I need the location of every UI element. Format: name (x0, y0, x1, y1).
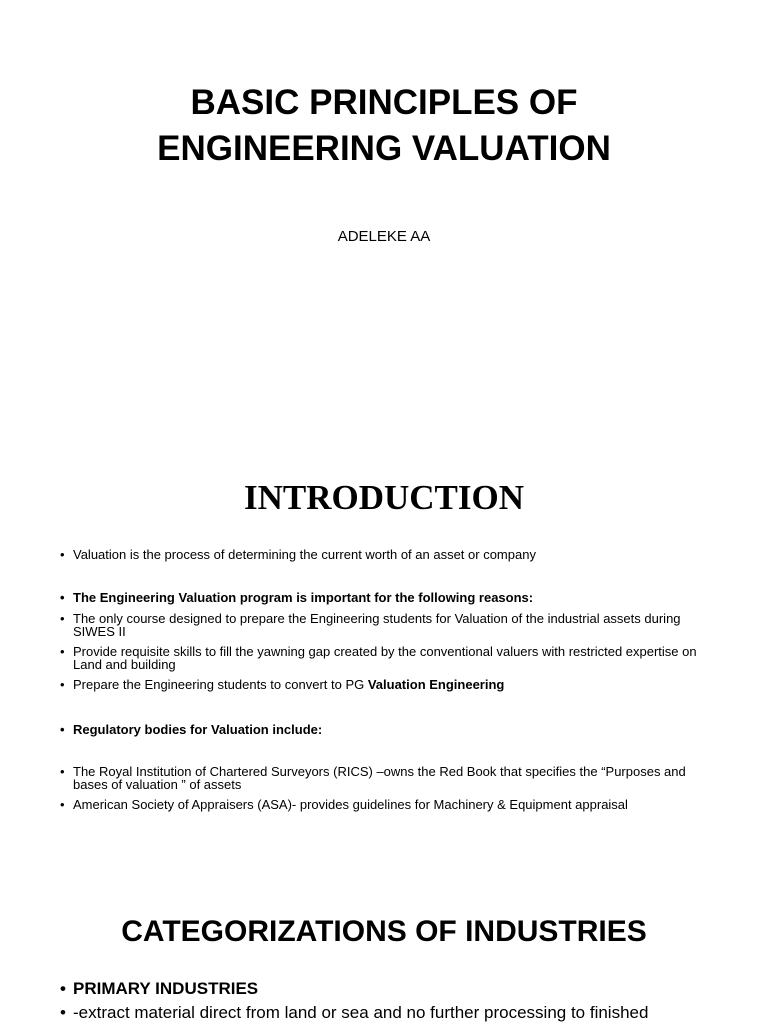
list-item: • PRIMARY INDUSTRIES (60, 979, 720, 999)
list-item: • American Society of Appraisers (ASA)- provides guidelines for Machinery & Equipment appraisal (60, 798, 710, 811)
document-title (0, 80, 768, 172)
list-item: • The Engineering Valuation program is important for the following reasons: (60, 591, 710, 604)
introduction-slide (0, 420, 768, 860)
list-item: • -extract material direct from land or sea and no further processing to finished (60, 1003, 720, 1023)
list-item-text: Prepare the Engineering students to convert to PG (73, 677, 368, 692)
title-line-1: BASIC PRINCIPLES OF (190, 83, 578, 122)
intro-list-3 (60, 723, 710, 736)
introduction-heading: INTRODUCTION (243, 478, 525, 517)
categorizations-heading: CATEGORIZATIONS OF INDUSTRIES (121, 915, 647, 948)
categorizations-slide (0, 860, 768, 1024)
list-item: • The only course designed to prepare the Engineering students for Valuation of the industrial assets during SIWES II (60, 612, 710, 638)
list-item: • The Royal Institution of Chartered Surveyors (RICS) –owns the Red Book that specifies the “Purposes and bases of valuation ” of assets (60, 765, 710, 791)
list-item: • Valuation is the process of determining the current worth of an asset or company (60, 548, 710, 561)
industries-list (60, 979, 720, 1023)
list-item: • Provide requisite skills to fill the yawning gap created by the conventional valuers with restricted expertise on Land and building (60, 645, 710, 671)
title-line-2: ENGINEERING VALUATION (157, 129, 611, 168)
intro-list-1 (60, 548, 710, 561)
author-name: ADELEKE AA (337, 228, 431, 245)
list-item-emphasis: Valuation Engineering (367, 677, 505, 692)
title-slide (0, 0, 768, 420)
list-item (60, 678, 710, 691)
intro-list-2 (60, 591, 710, 691)
intro-list-4 (60, 765, 710, 811)
list-item: • Regulatory bodies for Valuation include: (60, 723, 710, 736)
